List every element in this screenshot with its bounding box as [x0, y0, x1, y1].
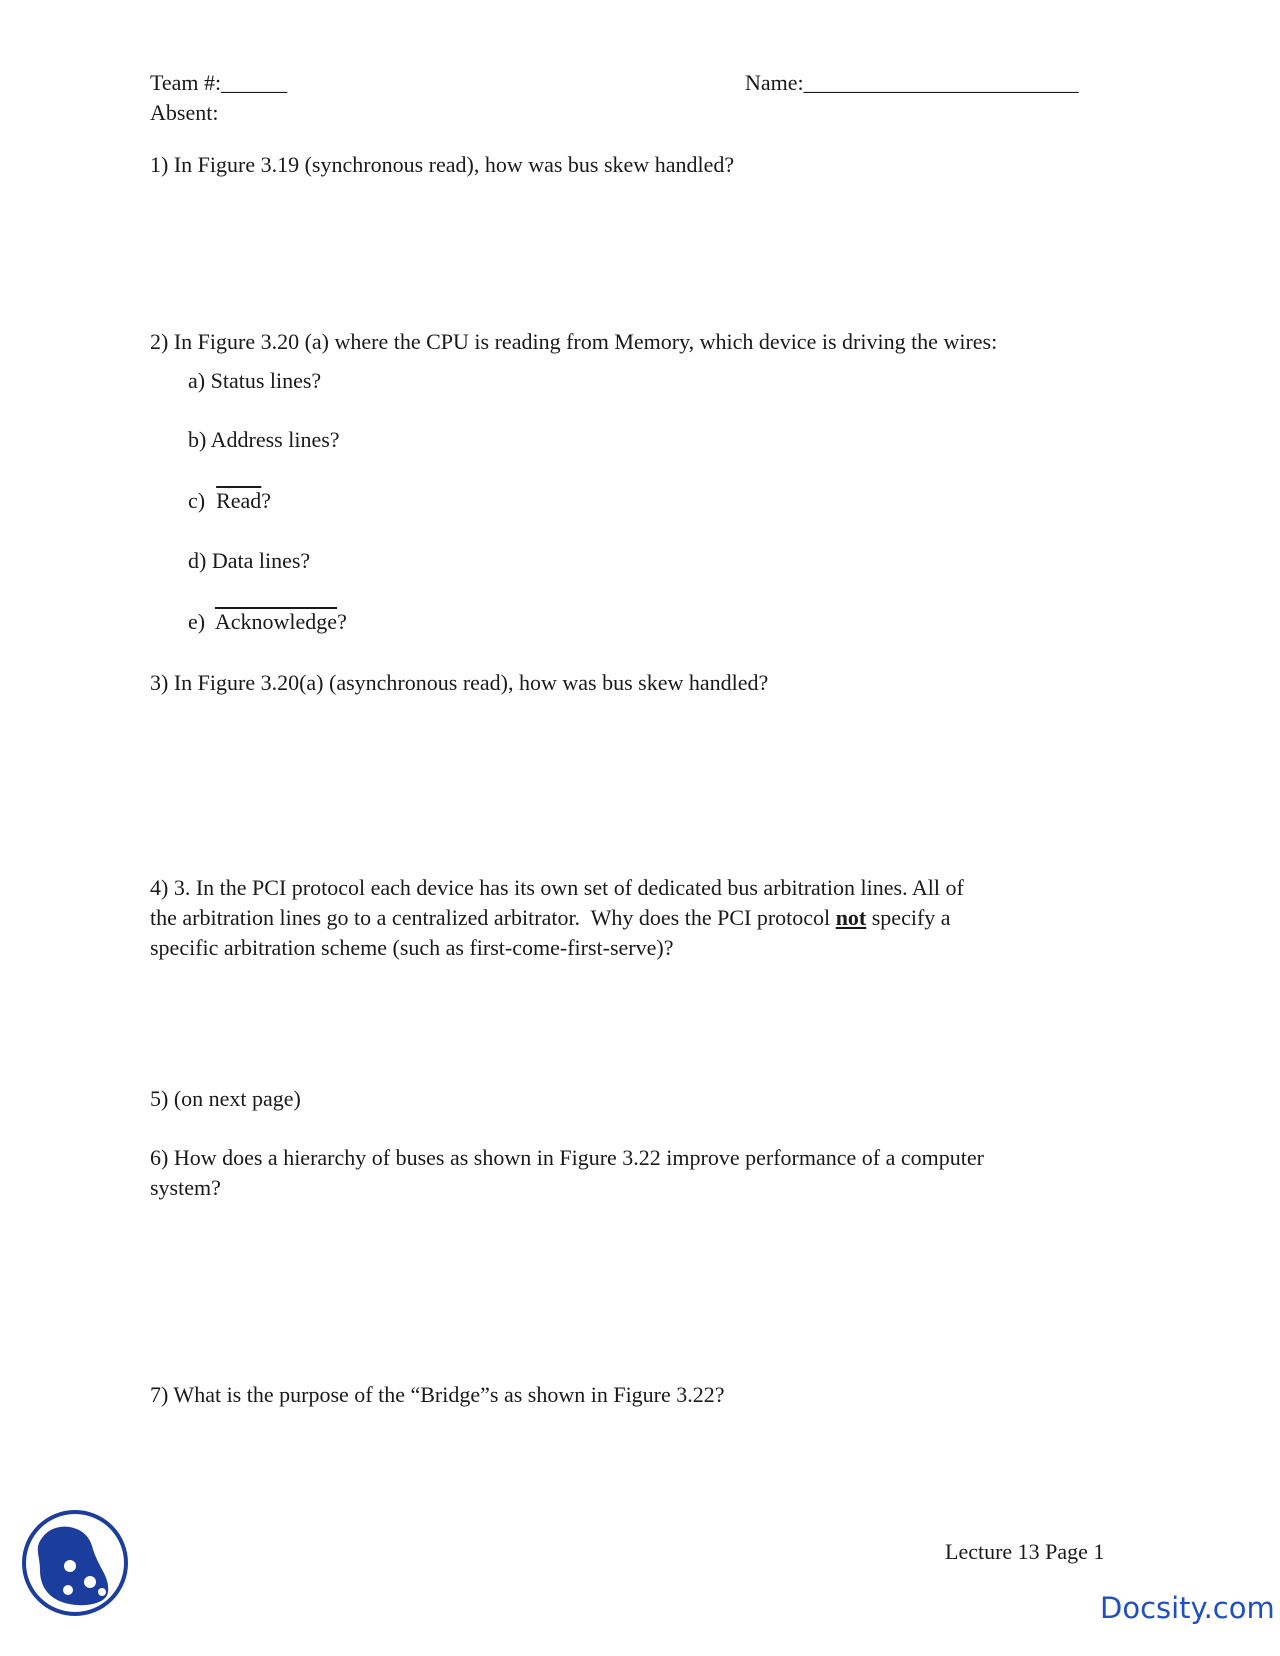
- q4-line2-pre: the arbitration lines go to a centralized arbitrator. Why does the PCI protocol: [150, 905, 836, 930]
- question-2-part-d: d) Data lines?: [188, 548, 311, 573]
- read-signal-overlined: Read: [216, 488, 262, 513]
- name-field: Name:_________________________: [745, 70, 1079, 95]
- docsity-brand-link[interactable]: Docsity.com: [1100, 1591, 1275, 1625]
- part-e-suffix: ?: [337, 609, 347, 634]
- docsity-logo-icon: [20, 1508, 130, 1618]
- question-3: 3) In Figure 3.20(a) (asynchronous read), how was bus skew handled?: [150, 670, 769, 695]
- question-5: 5) (on next page): [150, 1086, 301, 1111]
- question-2-part-a: a) Status lines?: [188, 368, 322, 393]
- question-2-part-c: [188, 486, 271, 516]
- question-2-part-e: [188, 607, 347, 637]
- team-number-field: Team #:______: [150, 70, 288, 95]
- part-c-suffix: ?: [261, 488, 272, 513]
- question-2: 2) In Figure 3.20 (a) where the CPU is reading from Memory, which device is driving the wires:: [150, 329, 998, 354]
- question-4-line-3: specific arbitration scheme (such as first-come-first-serve)?: [150, 935, 674, 960]
- part-e-prefix: e): [188, 609, 215, 634]
- q4-line2-post: specify a: [866, 905, 951, 930]
- absent-label: Absent:: [150, 100, 219, 125]
- acknowledge-signal-overlined: Acknowledge: [214, 609, 338, 634]
- question-2-part-b: b) Address lines?: [188, 427, 340, 452]
- question-1: 1) In Figure 3.19 (synchronous read), how was bus skew handled?: [150, 152, 735, 177]
- q4-emphasis-not: not: [835, 905, 867, 930]
- question-6-line-1: 6) How does a hierarchy of buses as shown in Figure 3.22 improve performance of a computer: [150, 1145, 984, 1170]
- question-4-line-1: 4) 3. In the PCI protocol each device has its own set of dedicated bus arbitration lines. All of: [150, 875, 964, 900]
- question-6-line-2: system?: [150, 1175, 221, 1200]
- question-7: 7) What is the purpose of the “Bridge”s as shown in Figure 3.22?: [150, 1382, 725, 1407]
- page-number-label: Lecture 13 Page 1: [945, 1539, 1105, 1564]
- question-4-line-2: [150, 903, 951, 933]
- part-c-prefix: c): [188, 488, 217, 513]
